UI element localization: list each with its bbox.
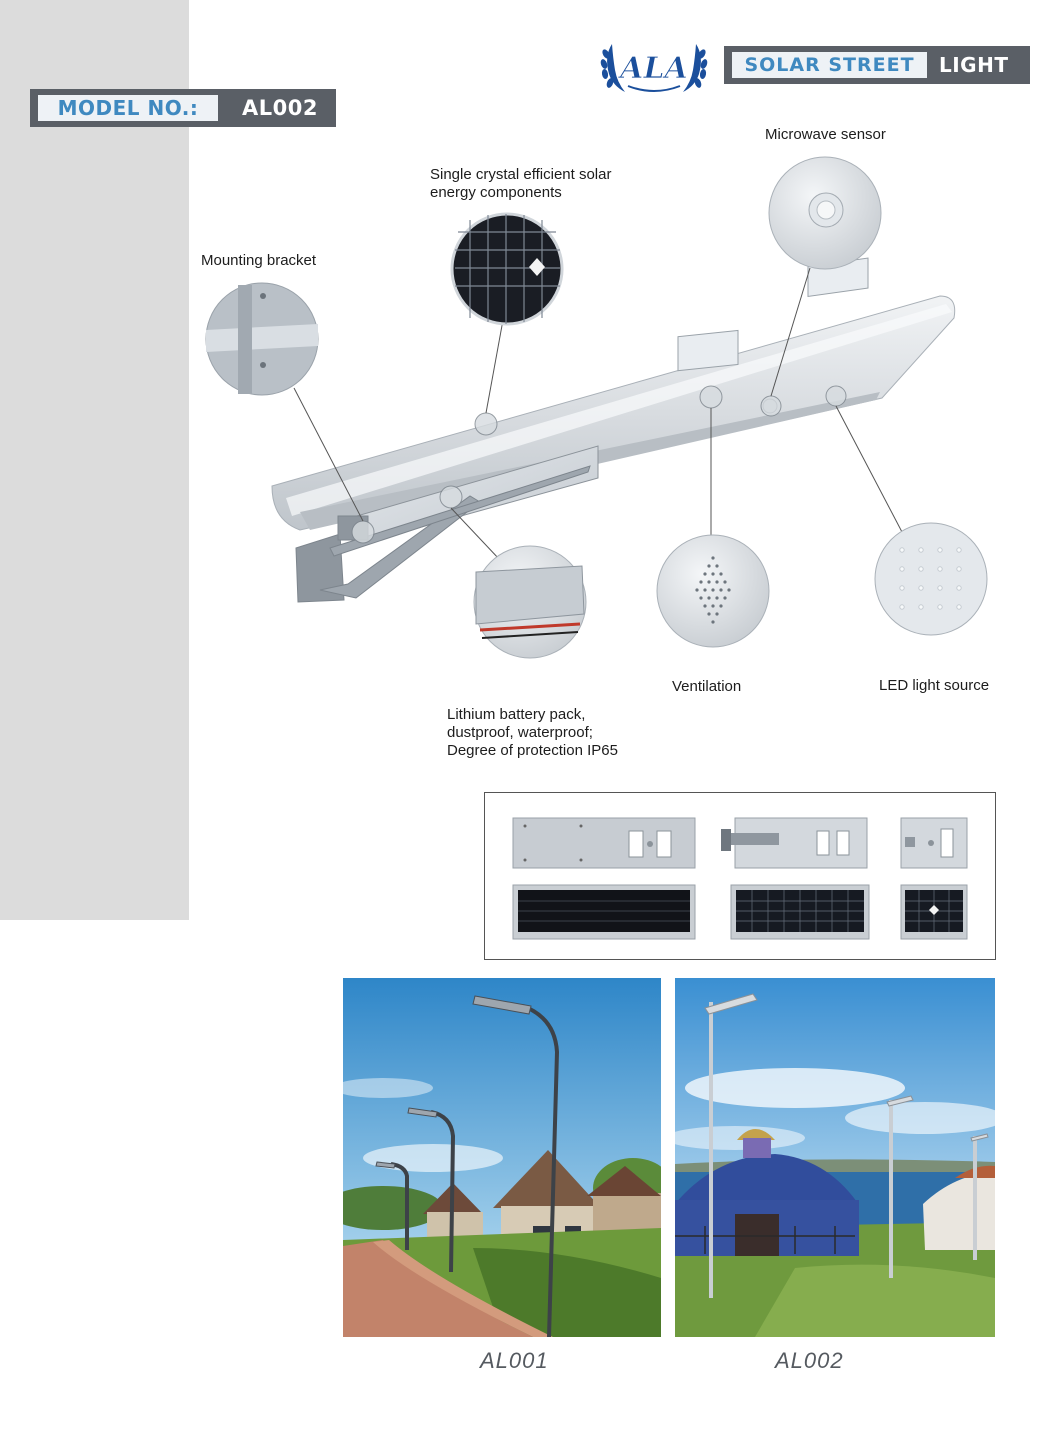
vent-hole: [699, 580, 702, 583]
vent-hole: [711, 572, 714, 575]
vent-hole: [723, 580, 726, 583]
led-chip: [938, 605, 942, 609]
vent-hole: [703, 588, 706, 591]
callout-mounting-bracket: Mounting bracket: [201, 252, 317, 269]
callout-solar-line-1: Single crystal efficient solar: [430, 166, 612, 183]
model-number-value: AL002: [242, 96, 318, 120]
led-chip: [919, 567, 923, 571]
callout-battery-line-1: Lithium battery pack,: [447, 706, 586, 723]
led-chip: [938, 586, 942, 590]
detail-ventilation: [657, 535, 769, 647]
led-chip: [900, 586, 904, 590]
led-chip: [919, 548, 923, 552]
product-title-left: SOLAR STREET: [732, 52, 927, 78]
vent-hole: [707, 612, 710, 615]
vent-hole: [707, 596, 710, 599]
vent-hole: [707, 564, 710, 567]
vent-hole: [711, 620, 714, 623]
led-chip: [957, 586, 961, 590]
view-bottom-long: [513, 818, 695, 868]
view-solar-long: [513, 885, 695, 939]
model-number-label: MODEL NO.:: [38, 95, 218, 121]
view-side-with-arm: [721, 818, 867, 868]
detail-led-source: [875, 523, 987, 635]
callout-led-light-source: LED light source: [879, 677, 990, 694]
vent-hole: [711, 556, 714, 559]
vent-hole: [707, 580, 710, 583]
vent-hole: [719, 604, 722, 607]
led-chip: [957, 548, 961, 552]
vent-hole: [715, 596, 718, 599]
photo-residential-street: [343, 978, 661, 1337]
detail-mounting-bracket: [206, 283, 318, 395]
led-chip: [957, 567, 961, 571]
detail-microwave-sensor: [769, 157, 881, 269]
led-chip: [919, 605, 923, 609]
caption-al002: AL002: [775, 1348, 844, 1373]
view-solar-short: [901, 885, 967, 939]
led-chip: [900, 605, 904, 609]
callout-battery-line-3: Degree of protection IP65: [447, 742, 618, 759]
callout-ventilation: Ventilation: [672, 678, 742, 695]
vent-hole: [711, 588, 714, 591]
led-chip: [938, 548, 942, 552]
detail-solar-panel: [452, 214, 562, 324]
vent-hole: [715, 580, 718, 583]
callout-solar-line-2: energy components: [430, 184, 562, 201]
brand-logo-text: ALA: [620, 51, 688, 86]
vent-hole: [715, 564, 718, 567]
detail-battery-pack: [474, 546, 586, 658]
vent-hole: [703, 604, 706, 607]
product-views-drawing: [485, 793, 995, 959]
product-views-panel: [484, 792, 996, 960]
vent-hole: [715, 612, 718, 615]
caption-al001: AL001: [480, 1348, 549, 1373]
led-chip: [957, 605, 961, 609]
vent-hole: [719, 588, 722, 591]
vent-hole: [711, 604, 714, 607]
vent-hole: [699, 596, 702, 599]
led-chip: [900, 567, 904, 571]
callout-microwave-sensor: Microwave sensor: [765, 126, 886, 143]
vent-hole: [703, 572, 706, 575]
led-chip: [919, 586, 923, 590]
vent-hole: [719, 572, 722, 575]
led-chip: [900, 548, 904, 552]
photo-yurt-lakeside: [675, 978, 995, 1337]
callout-battery-line-2: dustproof, waterproof;: [447, 724, 593, 741]
view-bottom-short: [901, 818, 967, 868]
product-title-right: LIGHT: [939, 53, 1009, 77]
vent-hole: [727, 588, 730, 591]
led-chip: [938, 567, 942, 571]
view-solar-mid: [731, 885, 869, 939]
street-light-body: [272, 258, 955, 544]
vent-hole: [723, 596, 726, 599]
vent-hole: [695, 588, 698, 591]
